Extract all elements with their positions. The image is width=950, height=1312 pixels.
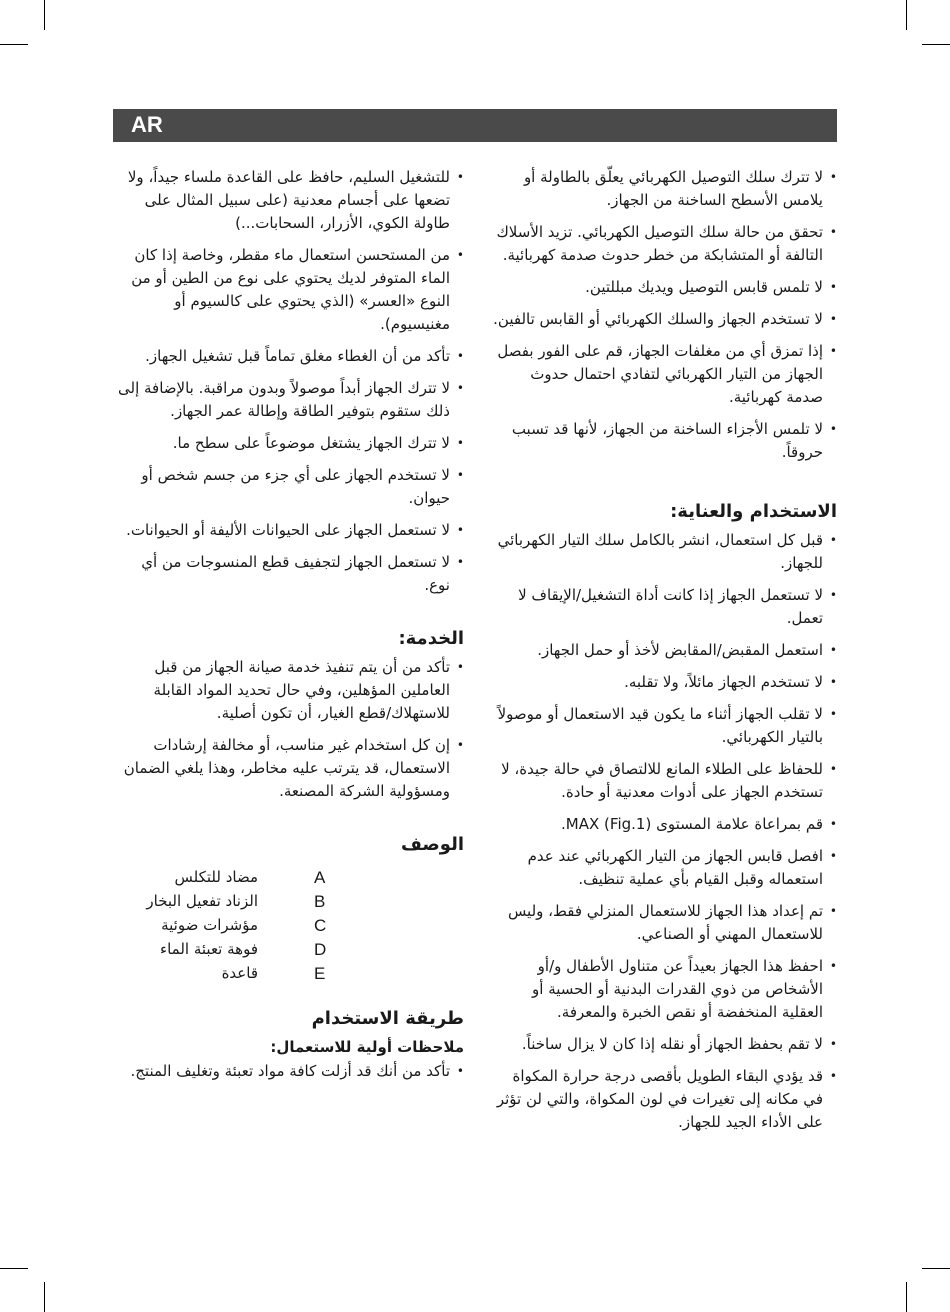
- crop-mark: [44, 1282, 45, 1312]
- list-item: • لا تترك الجهاز يشتغل موضوعاً على سطح ما.: [118, 432, 464, 455]
- part-name: فوهة تعبئة الماء: [160, 940, 258, 958]
- language-code: AR: [131, 112, 163, 137]
- list-item: • لا تستعمل الجهاز إذا كانت أداة التشغيل/الإيقاف لا تعمل.: [491, 584, 837, 630]
- part-code: D: [314, 940, 327, 959]
- table-row: [118, 914, 334, 938]
- list-item: • قد يؤدي البقاء الطويل بأقصى درجة حرارة المكواة في مكانه إلى تغيرات في لون المكواة، والتي لن تؤثر على الأداء الجيد للجهاز.: [491, 1065, 837, 1134]
- usage-section-title: الاستخدام والعناية:: [670, 501, 837, 522]
- part-name: الزناد تفعيل البخار: [146, 892, 258, 910]
- list-item: • استعمل المقبض/المقابض لأخذ أو حمل الجهاز.: [491, 639, 837, 662]
- part-name: قاعدة: [221, 964, 258, 982]
- list-item: • تحقق من حالة سلك التوصيل الكهربائي. تزيد الأسلاك التالفة أو المتشابكة من خطر حدوث صدمة كهربائية.: [491, 221, 837, 267]
- crop-mark: [906, 1282, 907, 1312]
- crop-mark: [44, 0, 45, 30]
- list-item: • تأكد من أن يتم تنفيذ خدمة صيانة الجهاز من قبل العاملين المؤهلين، وفي حال تحديد المواد القابلة للاستهلاك/قطع الغيار، أن تكون أصلية.: [118, 656, 464, 725]
- list-item: • لا تلمس الأجزاء الساخنة من الجهاز، لأنها قد تسبب حروقاً.: [491, 418, 837, 464]
- list-item: • تأكد من أن الغطاء مغلق تماماً قبل تشغيل الجهاز.: [118, 345, 464, 368]
- crop-mark: [0, 1268, 28, 1269]
- list-item: • افصل قابس الجهاز من التيار الكهربائي عند عدم استعماله وقبل القيام بأي عملية تنظيف.: [491, 845, 837, 891]
- parts-description-table: [118, 866, 334, 986]
- list-item: • لا تستخدم الجهاز والسلك الكهربائي أو القابس تالفين.: [491, 308, 837, 331]
- list-item: • قبل كل استعمال، انشر بالكامل سلك التيار الكهربائي للجهاز.: [491, 529, 837, 575]
- preliminary-subtitle: ملاحظات أولية للاستعمال:: [270, 1038, 464, 1056]
- part-name: مؤشرات ضوئية: [161, 916, 258, 934]
- list-item: • تأكد من أنك قد أزلت كافة مواد تعبئة وتغليف المنتج.: [118, 1060, 464, 1083]
- list-item: • تم إعداد هذا الجهاز للاستعمال المنزلي فقط، وليس للاستعمال المهني أو الصناعي.: [491, 900, 837, 946]
- safety-list-right: [491, 166, 837, 464]
- left-column: [118, 166, 464, 1092]
- crop-mark: [922, 44, 950, 45]
- table-row: [118, 962, 334, 986]
- part-code: A: [314, 868, 326, 887]
- part-name: مضاد للتكلس: [174, 868, 258, 886]
- crop-mark: [922, 1268, 950, 1269]
- list-item: • لا تستعمل الجهاز على الحيوانات الأليفة أو الحيوانات.: [118, 519, 464, 542]
- list-item: • من المستحسن استعمال ماء مقطر، وخاصة إذا كان الماء المتوفر لديك يحتوي على نوع من الطين أو من النوع «العسر» (الذي يحتوي على كالسيوم أو مغنيسيوم).: [118, 244, 464, 336]
- list-item: • احفظ هذا الجهاز بعيداً عن متناول الأطفال و/أو الأشخاص من ذوي القدرات البدنية أو الحسية أو العقلية المنخفضة أو نقص الخبرة والمعرفة.: [491, 955, 837, 1024]
- list-item: • لا تستخدم الجهاز مائلاً، ولا تقلبه.: [491, 671, 837, 694]
- description-section-title: الوصف: [400, 834, 464, 855]
- table-row: [118, 866, 334, 890]
- part-code: B: [314, 892, 326, 911]
- list-item: • للحفاظ على الطلاء المانع للالتصاق في حالة جيدة، لا تستخدم الجهاز على أدوات معدنية أو حادة.: [491, 758, 837, 804]
- service-section-title: الخدمة:: [398, 628, 464, 649]
- list-item: • لا تلمس قابس التوصيل ويديك مبللتين.: [491, 276, 837, 299]
- list-item: • لا تترك سلك التوصيل الكهربائي يعلّق بالطاولة أو يلامس الأسطح الساخنة من الجهاز.: [491, 166, 837, 212]
- list-item: • قم بمراعاة علامة المستوى (Fig.1) MAX.: [491, 813, 837, 836]
- method-section-title: طريقة الاستخدام: [311, 1008, 464, 1029]
- list-item: • لا تقم بحفظ الجهاز أو نقله إذا كان لا يزال ساخناً.: [491, 1033, 837, 1056]
- list-item: • للتشغيل السليم، حافظ على القاعدة ملساء جيداً، ولا تضعها على أجسام معدنية (على سبيل المثال على طاولة الكوي، الأزرار، السحابات...): [118, 166, 464, 235]
- part-code: E: [314, 964, 326, 983]
- table-row: [118, 890, 334, 914]
- list-item: • لا تقلب الجهاز أثناء ما يكون قيد الاستعمال أو موصولاً بالتيار الكهربائي.: [491, 703, 837, 749]
- list-item: • إذا تمزق أي من مغلفات الجهاز، قم على الفور بفصل الجهاز من التيار الكهربائي لتفادي احتمال حدوث صدمة كهربائية.: [491, 340, 837, 409]
- safety-list-left: [118, 166, 464, 597]
- language-header-bar: [113, 109, 837, 142]
- table-row: [118, 938, 334, 962]
- service-list: [118, 656, 464, 803]
- preliminary-list: [118, 1060, 464, 1083]
- usage-list: [491, 529, 837, 1134]
- list-item: • لا تستخدم الجهاز على أي جزء من جسم شخص أو حيوان.: [118, 464, 464, 510]
- list-item: • لا تستعمل الجهاز لتجفيف قطع المنسوجات من أي نوع.: [118, 551, 464, 597]
- crop-mark: [0, 44, 28, 45]
- list-item: • لا تترك الجهاز أبداً موصولاً وبدون مراقبة. بالإضافة إلى ذلك ستقوم بتوفير الطاقة وإطالة عمر الجهاز.: [118, 377, 464, 423]
- right-column: [491, 166, 837, 1143]
- part-code: C: [314, 916, 327, 935]
- crop-mark: [906, 0, 907, 30]
- list-item: • إن كل استخدام غير مناسب، أو مخالفة إرشادات الاستعمال، قد يترتب عليه مخاطر، وهذا يلغي الضمان ومسؤولية الشركة المصنعة.: [118, 734, 464, 803]
